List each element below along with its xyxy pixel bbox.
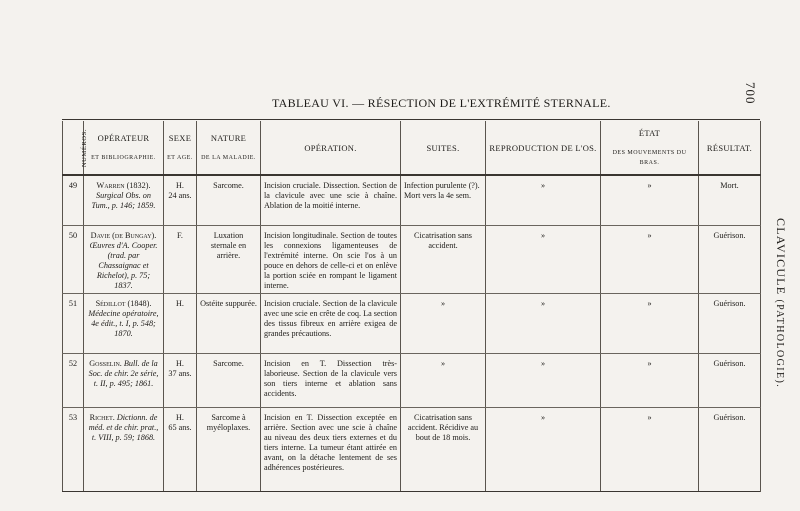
cell-reproduction: »	[486, 175, 601, 226]
cell-sexe: H. 37 ans.	[164, 354, 197, 408]
cell-resultat: Guérison.	[699, 226, 761, 294]
cell-reproduction: »	[486, 226, 601, 294]
cell-operation: Incision cruciale. Section de la clavicule avec une scie en crête de coq. La section des tissus fibreux en arrière exigea de grandes précautions.	[261, 294, 401, 354]
cell-resultat: Guérison.	[699, 354, 761, 408]
cell-num: 52	[63, 354, 84, 408]
cell-sexe: F.	[164, 226, 197, 294]
cell-nature: Sarcome.	[197, 354, 261, 408]
table-row	[63, 175, 761, 226]
cell-etat: »	[601, 226, 699, 294]
cell-etat: »	[601, 408, 699, 493]
cell-operation: Incision cruciale. Dissection. Section de la clavicule avec une scie à chaîne. Ablation de la moitié interne.	[261, 175, 401, 226]
cell-operateur: Warren (1832). Surgical Obs. on Tum., p. 146; 1859.	[84, 175, 164, 226]
header-row	[63, 121, 761, 175]
top-rule	[62, 119, 760, 120]
header-numeros: NUMÉROS.	[63, 121, 84, 175]
cell-sexe: H.	[164, 294, 197, 354]
running-head	[773, 218, 788, 388]
bottom-rule	[62, 491, 760, 492]
cell-sexe: H. 65 ans.	[164, 408, 197, 493]
cell-operation: Incision en T. Dissection très-laborieuse. Section de la clavicule vers son tiers interne et ablation sans accidents.	[261, 354, 401, 408]
cell-etat: »	[601, 294, 699, 354]
table-row	[63, 294, 761, 354]
cell-resultat: Guérison.	[699, 408, 761, 493]
cell-reproduction: »	[486, 408, 601, 493]
cell-resultat: Mort.	[699, 175, 761, 226]
header-sexe: SEXE ET AGE.	[164, 121, 197, 175]
header-etat: ÉTAT DES MOUVEMENTS DU BRAS.	[601, 121, 699, 175]
header-operation: OPÉRATION.	[261, 121, 401, 175]
cell-suites: »	[401, 354, 486, 408]
cell-operation: Incision en T. Dissection exceptée en arrière. Section avec une scie à chaîne au niveau des deux tiers externes et du tiers interne. La tumeur étant attirée en avant, on la détache lentement de ses adhérences postérieures.	[261, 408, 401, 493]
header-operateur: OPÉRATEUR ET BIBLIOGRAPHIE.	[84, 121, 164, 175]
cell-etat: »	[601, 354, 699, 408]
cell-num: 53	[63, 408, 84, 493]
cell-operateur: Richet. Dictionn. de méd. et de chir. prat., t. VIII, p. 59; 1868.	[84, 408, 164, 493]
cell-num: 51	[63, 294, 84, 354]
table-row	[63, 226, 761, 294]
header-resultat: RÉSULTAT.	[699, 121, 761, 175]
cell-num: 50	[63, 226, 84, 294]
header-suites: SUITES.	[401, 121, 486, 175]
running-head-sub: (PATHOLOGIE).	[774, 299, 785, 389]
cell-suites: Infection purulente (?). Mort vers la 4e sem.	[401, 175, 486, 226]
cell-operation: Incision longitudinale. Section de toutes les connexions ligamenteuses de l'extrémité interne. On scie l'os à un pouce en dehors de celle-ci et on enlève la portion sciée en rompant le ligament interne.	[261, 226, 401, 294]
header-nature: NATURE DE LA MALADIE.	[197, 121, 261, 175]
cell-sexe: H. 24 ans.	[164, 175, 197, 226]
cell-nature: Sarcome.	[197, 175, 261, 226]
table-row	[63, 354, 761, 408]
resection-table	[62, 121, 761, 492]
cell-suites: »	[401, 294, 486, 354]
header-reproduction: REPRODUCTION DE L'OS.	[486, 121, 601, 175]
cell-operateur: Gosselin. Bull. de la Soc. de chir. 2e série, t. II, p. 495; 1861.	[84, 354, 164, 408]
cell-nature: Ostéite suppurée.	[197, 294, 261, 354]
cell-operateur: Davie (de Bungay). Œuvres d'A. Cooper. (trad. par Chassaignac et Richelot), p. 75; 1837.	[84, 226, 164, 294]
table-row	[63, 408, 761, 493]
cell-etat: »	[601, 175, 699, 226]
cell-suites: Cicatrisation sans accident. Récidive au bout de 18 mois.	[401, 408, 486, 493]
cell-nature: Sarcome à myéloplaxes.	[197, 408, 261, 493]
cell-operateur: Sédillot (1848). Médecine opératoire, 4e édit., t. I, p. 548; 1870.	[84, 294, 164, 354]
cell-reproduction: »	[486, 354, 601, 408]
cell-reproduction: »	[486, 294, 601, 354]
table-title: TABLEAU VI. — RÉSECTION DE L'EXTRÉMITÉ STERNALE.	[272, 96, 611, 110]
page-number: 700	[743, 82, 758, 105]
cell-suites: Cicatrisation sans accident.	[401, 226, 486, 294]
cell-nature: Luxation sternale en arrière.	[197, 226, 261, 294]
running-head-main: CLAVICULE	[774, 218, 788, 296]
cell-num: 49	[63, 175, 84, 226]
cell-resultat: Guérison.	[699, 294, 761, 354]
